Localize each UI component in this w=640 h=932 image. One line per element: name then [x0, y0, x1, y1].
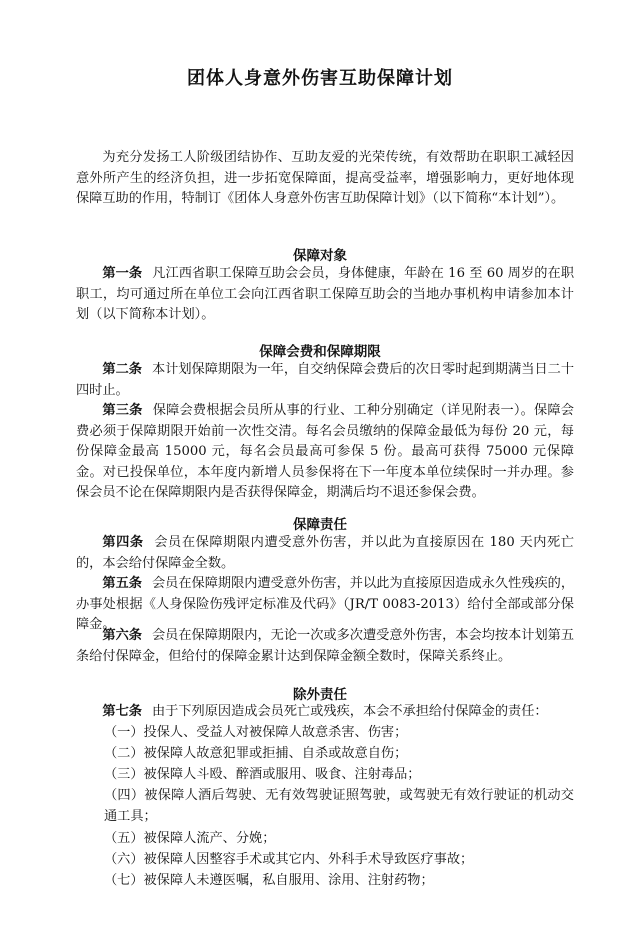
exclusion-item: （六）被保障人因整容手术或其它内、外科手术导致医疗事故；: [104, 852, 474, 867]
article-number: 第六条: [102, 628, 142, 643]
article-4: [76, 533, 574, 574]
exclusion-item: （二）被保障人故意犯罪或拒捕、自杀或故意自伤；: [104, 746, 408, 761]
section-heading-liability: 保障责任: [293, 517, 347, 533]
article-text: 凡江西省职工保障互助会会员，身体健康，年龄在 16 至 60 周岁的在职职工，均可通过所在单位工会向江西省职工保障互助会的当地办事机构申请参加本计划（以下简称本计划）。: [76, 266, 575, 322]
article-number: 第七条: [102, 704, 142, 719]
article-text: 会员在保障期限内，无论一次或多次遭受意外伤害，本会均按本计划第五条给付保障金，但给付的保障金累计达到保障金额全数时，保障关系终止。: [76, 628, 575, 664]
article-number: 第二条: [102, 362, 142, 377]
exclusion-item: （一）投保人、受益人对被保障人故意杀害、伤害；: [104, 725, 408, 740]
exclusion-item: （七）被保障人未遵医嘱，私自服用、涂用、注射药物；: [104, 873, 434, 888]
section-heading-fee-and-term: 保障会费和保障期限: [259, 344, 381, 360]
article-7: [76, 702, 574, 723]
article-3: [76, 401, 574, 504]
article-text: 本计划保障期限为一年，自交纳保障会费后的次日零时起到期满当日二十四时止。: [76, 362, 575, 398]
article-text: 保障会费根据会员所从事的行业、工种分别确定（详见附表一）。保障会费必须于保障期限开始前一次性交清。每名会员缴纳的保障金最低为每份 20 元，每份保障金最高 15000 元，每名会员最高可参保 5 份。最高可获得 75000 元保障金。对已投保单位，本年度内新增人员参保将在下一年度本单位续保时一并办理。参保会员不论在保障期限内是否获得保障金，期满后均不退还参保会费。: [76, 403, 574, 500]
section-heading-exclusions: 除外责任: [293, 687, 347, 703]
article-6: [76, 626, 574, 667]
article-number: 第一条: [102, 266, 143, 281]
section-heading-coverage-target: 保障对象: [293, 248, 347, 264]
article-1: [76, 264, 574, 326]
exclusion-item: （五）被保障人流产、分娩；: [104, 831, 276, 846]
article-number: 第三条: [102, 403, 143, 418]
document-title: 团体人身意外伤害互助保障计划: [187, 68, 453, 89]
exclusion-item: （四）被保障人酒后驾驶、无有效驾驶证照驾驶，或驾驶无有效行驶证的机动交通工具；: [104, 788, 574, 824]
article-number: 第四条: [102, 535, 144, 550]
article-number: 第五条: [102, 576, 142, 591]
article-2: [76, 360, 574, 401]
article-text: 由于下列原因造成会员死亡或残疾，本会不承担给付保障金的责任：: [151, 704, 548, 719]
article-text: 会员在保障期限内遭受意外伤害，并以此为直接原因造成永久性残疾的，办事处根据《人身保险伤残评定标准及代码》（JR/T 0083-2013）给付全部或部分保障金。: [76, 576, 575, 632]
exclusion-item: （三）被保障人斗殴、醉酒或服用、吸食、注射毒品；: [104, 767, 421, 782]
intro-paragraph: 为充分发扬工人阶级团结协作、互助友爱的光荣传统，有效帮助在职职工减轻因意外所产生的经济负担，进一步拓宽保障面，提高受益率，增强影响力，更好地体现保障互助的作用，特制订《团体人身意外伤害互助保障计划》（以下简称“本计划”）。: [76, 150, 574, 206]
article-text: 会员在保障期限内遭受意外伤害，并以此为直接原因在 180 天内死亡的，本会给付保障金全数。: [76, 535, 574, 571]
